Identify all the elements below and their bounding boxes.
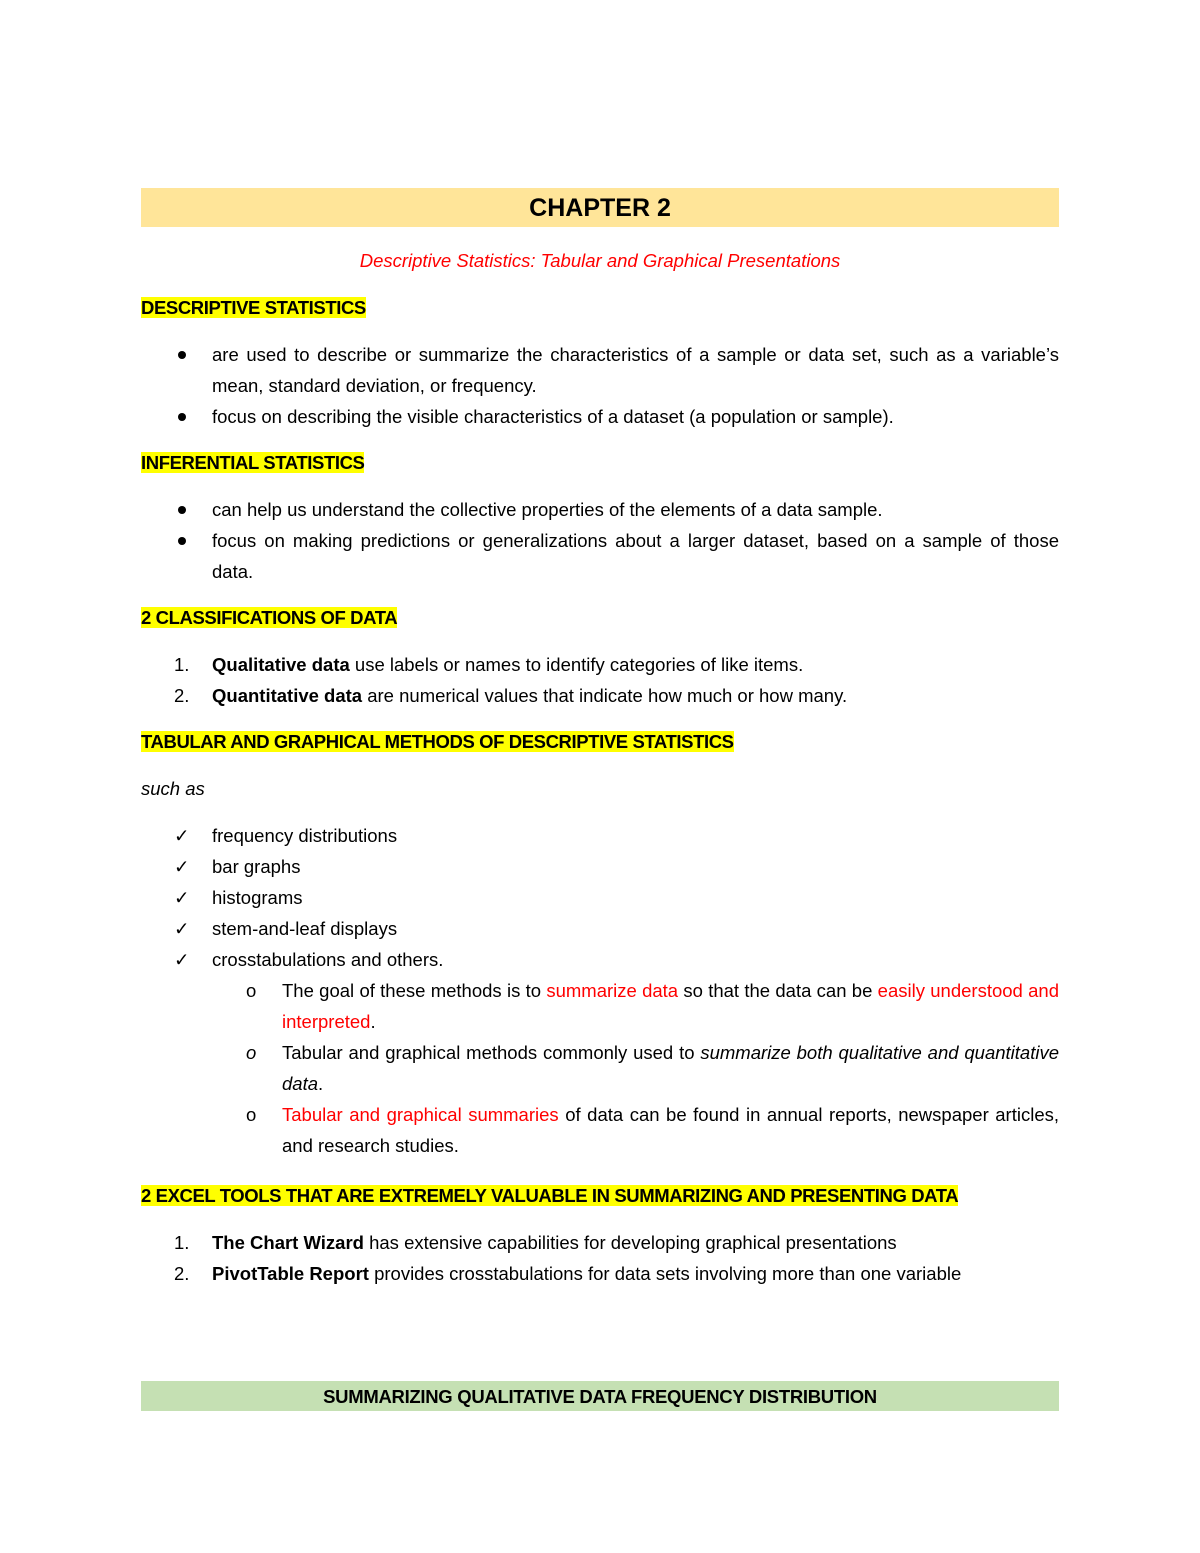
list-item [141,680,1059,711]
item-number: 1. [174,1232,190,1253]
circle-bullet-icon: o [246,1104,257,1125]
such-as-text: such as [141,778,205,799]
italic-text: summarize both qualitative and quantitative data [282,1042,1059,1094]
red-text: easily understood and interpreted [282,980,1059,1032]
term: The Chart Wizard [212,1232,364,1253]
text: . [370,1011,376,1032]
item-text: crosstabulations and others. [212,949,444,970]
section-band-qualitative-frequency: SUMMARIZING QUALITATIVE DATA FREQUENCY DISTRIBUTION [141,1381,1059,1411]
heading-text: INFERENTIAL STATISTICS [141,452,365,473]
item-text: provides crosstabulations for data sets involving more than one variable [368,1263,962,1284]
list-item [212,975,1059,1037]
list-item [141,944,1059,975]
list-item [141,913,1059,944]
check-icon: ✓ [174,918,190,939]
check-icon: ✓ [174,887,190,908]
red-text: Tabular and graphical summaries [282,1104,559,1125]
list-item [212,1099,1059,1161]
item-number: 2. [174,685,190,706]
item-number: 2. [174,1263,190,1284]
item-text: are numerical values that indicate how much or how many. [362,685,848,706]
excel-tools-list [141,1227,1059,1289]
list-item [141,649,1059,680]
descriptive-bullets [141,339,1059,432]
text: . [318,1073,324,1094]
text: The goal of these methods is to [282,980,547,1001]
check-icon: ✓ [174,949,190,970]
check-icon: ✓ [174,856,190,877]
heading-text: DESCRIPTIVE STATISTICS [141,297,366,318]
list-item [141,851,1059,882]
list-item [141,882,1059,913]
list-item [141,1258,1059,1289]
term: Qualitative data [212,654,350,675]
check-icon: ✓ [174,825,190,846]
heading-text: 2 EXCEL TOOLS THAT ARE EXTREMELY VALUABLE IN SUMMARIZING AND PRESENTING DATA [141,1185,959,1206]
heading-text: 2 CLASSIFICATIONS OF DATA [141,607,398,628]
list-item [141,1227,1059,1258]
list-item [141,525,1059,587]
item-text: stem-and-leaf displays [212,918,398,939]
item-text: focus on describing the visible characteristics of a dataset (a population or sample). [212,406,894,427]
circle-bullet-icon: o [246,980,257,1001]
item-text: are used to describe or summarize the characteristics of a sample or data set, such as a variable’s mean, standard deviation, or frequency. [212,344,1059,396]
heading-inferential-statistics [141,447,364,478]
heading-descriptive-statistics [141,292,366,323]
methods-checklist [141,820,1059,975]
red-text: summarize data [546,980,679,1001]
item-text: bar graphs [212,856,301,877]
item-text: focus on making predictions or generalizations about a larger dataset, based on a sample of those data. [212,530,1059,582]
item-text: has extensive capabilities for developing graphical presentations [363,1232,897,1253]
chapter-subtitle: Descriptive Statistics: Tabular and Graphical Presentations [359,250,841,271]
heading-methods [141,726,734,757]
text: of data can be found in annual reports, newspaper articles, and research studies. [282,1104,1060,1156]
item-text: use labels or names to identify categories of like items. [349,654,804,675]
list-item [212,1037,1059,1099]
term: Quantitative data [212,685,363,706]
list-item [141,339,1059,401]
text: so that the data can be [678,980,878,1001]
heading-classifications [141,602,397,633]
heading-excel-tools [141,1180,958,1211]
methods-sub-bullets [212,975,1059,1161]
chapter-title: CHAPTER 2 [141,188,1059,227]
item-text: histograms [212,887,303,908]
heading-text: TABULAR AND GRAPHICAL METHODS OF DESCRIPTIVE STATISTICS [141,731,734,752]
inferential-bullets [141,494,1059,587]
item-number: 1. [174,654,190,675]
item-text: frequency distributions [212,825,398,846]
list-item [141,494,1059,525]
term: PivotTable Report [212,1263,369,1284]
classifications-list [141,649,1059,711]
list-item [141,401,1059,432]
circle-bullet-icon: o [246,1042,257,1063]
list-item [141,820,1059,851]
text: Tabular and graphical methods commonly used to [282,1042,701,1063]
item-text: can help us understand the collective properties of the elements of a data sample. [212,499,883,520]
